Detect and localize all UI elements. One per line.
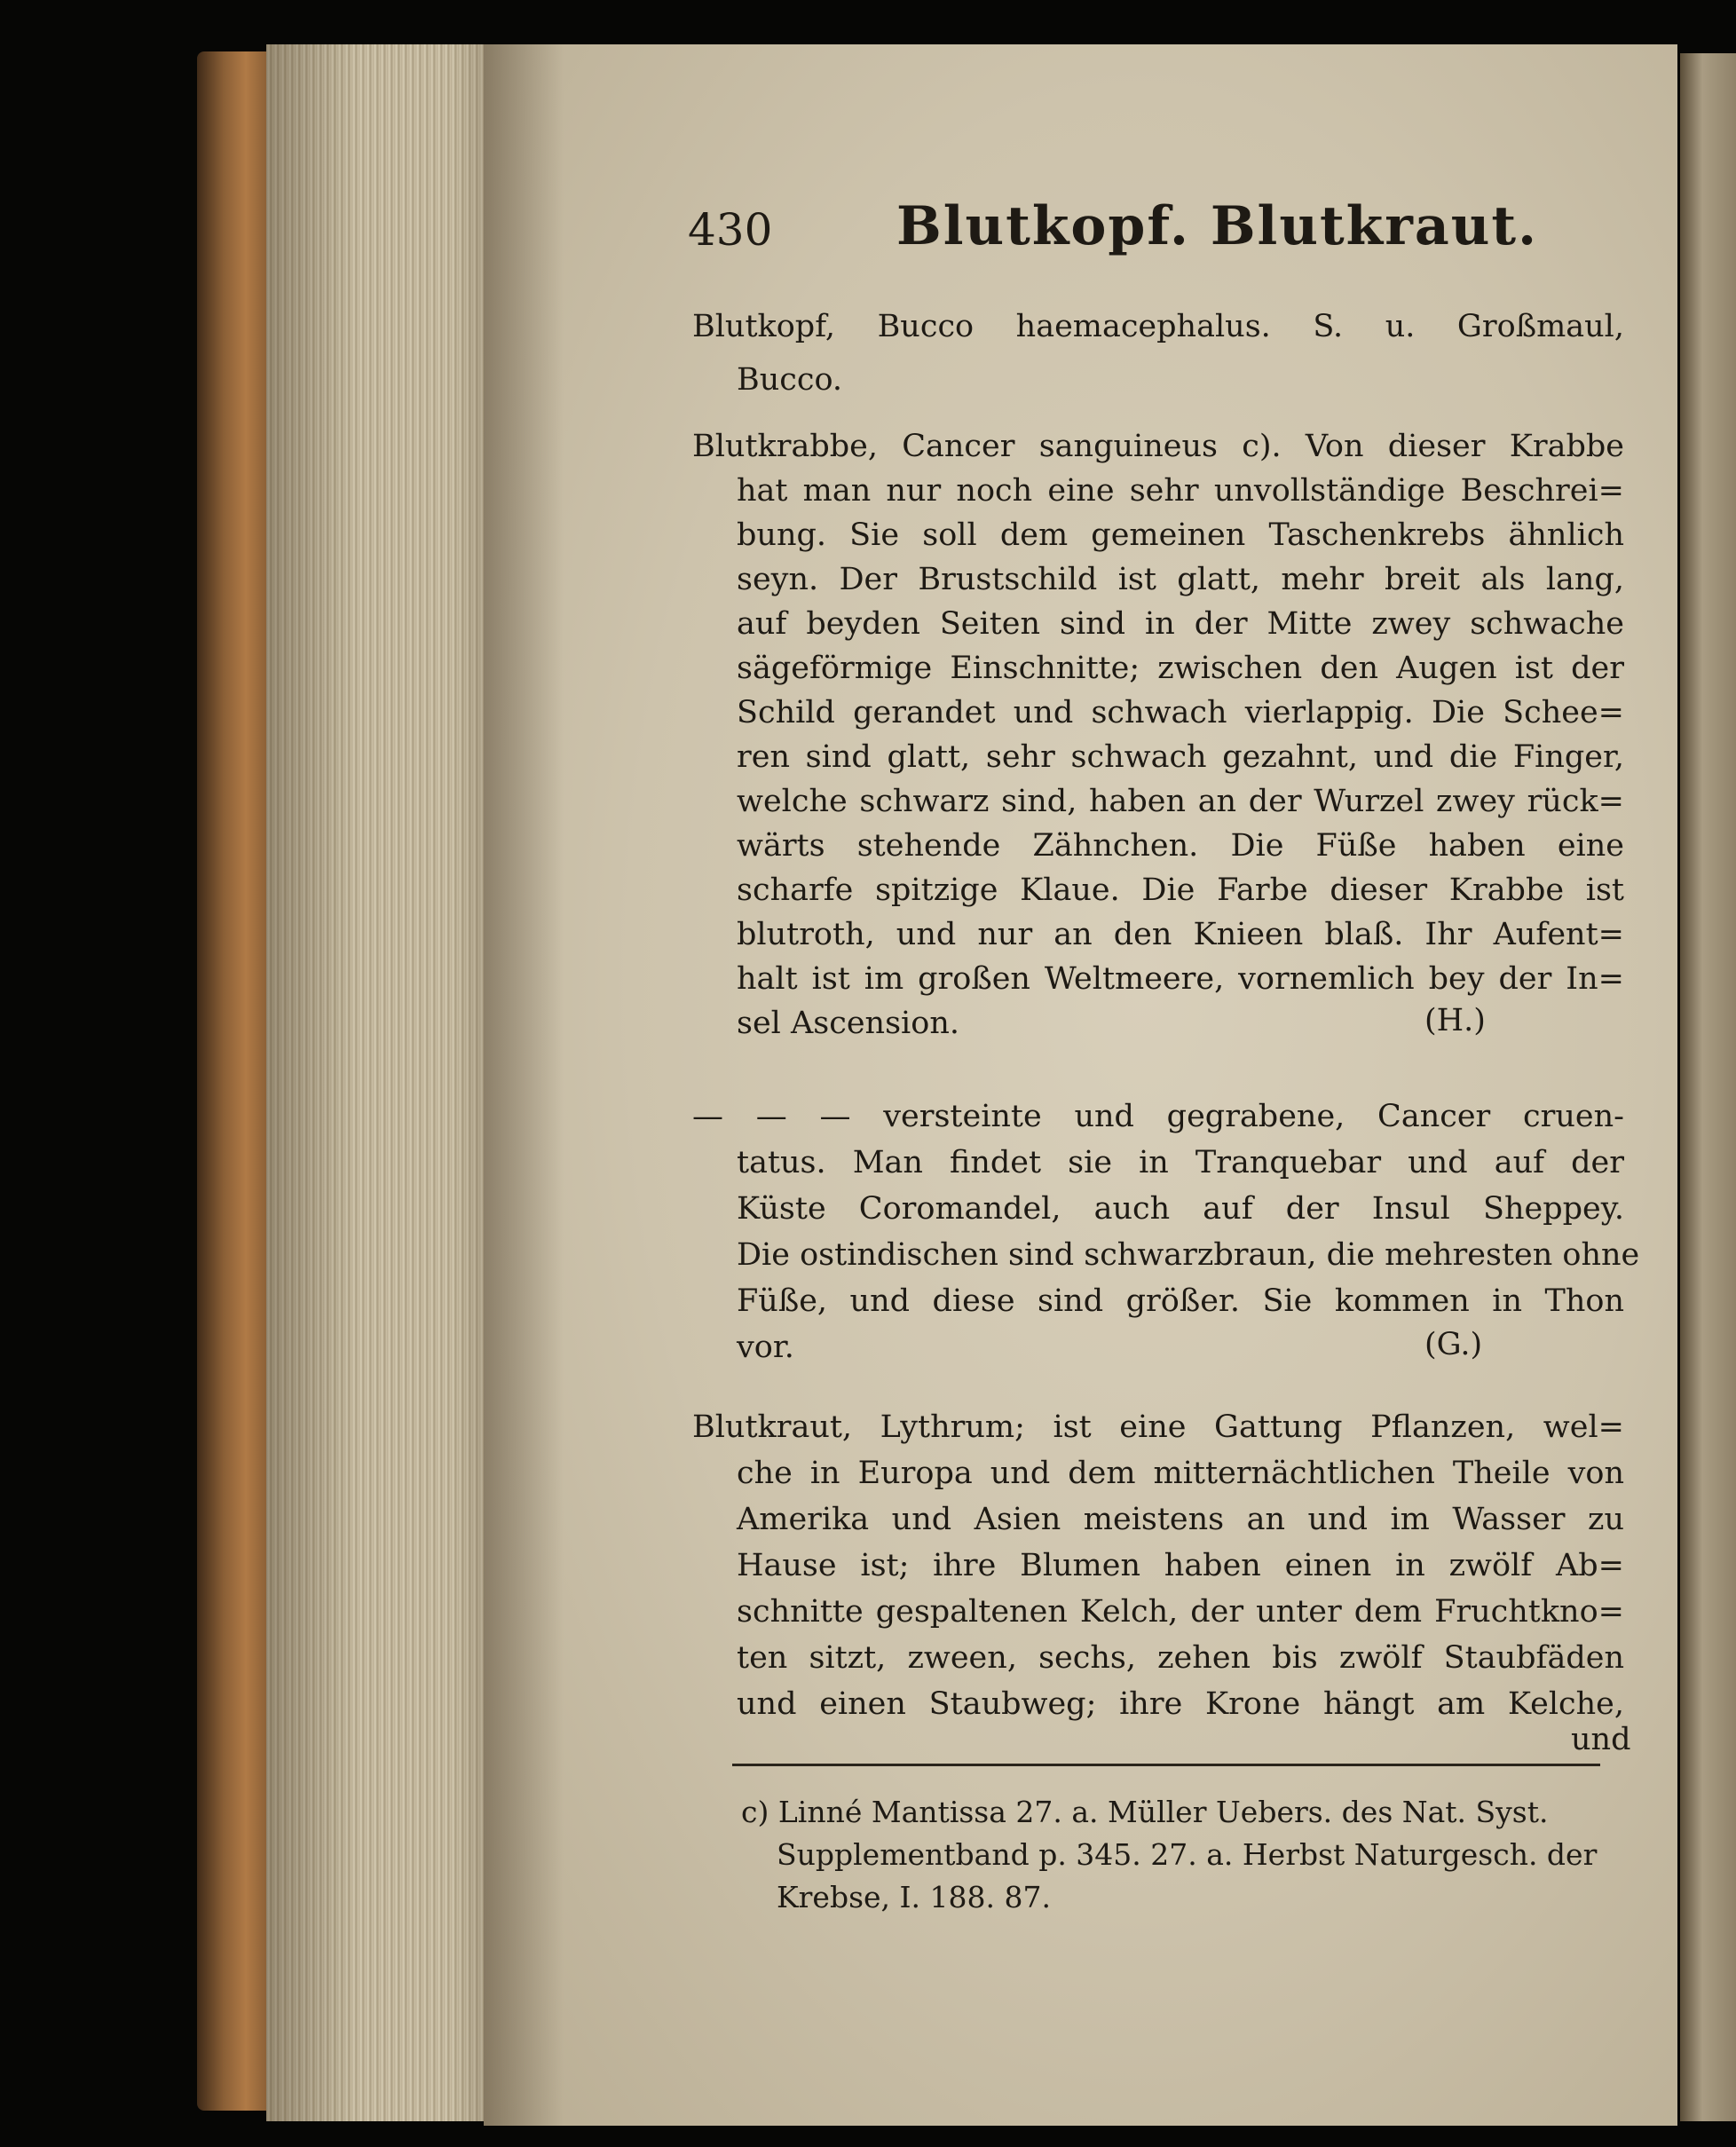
entry-2-line-13: halt ist im großen Weltmeere, vornemlich bey der In=	[737, 961, 1624, 997]
footnote-line-1: c) Linné Mantissa 27. a. Müller Uebers. des Nat. Syst.	[741, 1795, 1549, 1829]
entry-3-line-4: Die ostindischen sind schwarzbraun, die mehresten ohne	[737, 1237, 1640, 1273]
entry-2-line-9: welche schwarz sind, haben an der Wurzel zwey rück=	[737, 784, 1624, 819]
next-page-sliver	[1680, 53, 1736, 2121]
entry-4-line-2: che in Europa und dem mitternächtlichen Theile von	[737, 1456, 1624, 1491]
entry-2-line-8: ren sind glatt, sehr schwach gezahnt, und die Finger,	[737, 739, 1624, 775]
entry-2-line-3: bung. Sie soll dem gemeinen Taschenkrebs ähnlich	[737, 517, 1624, 553]
entry-3-line-5: Füße, und diese sind größer. Sie kommen in Thon	[737, 1283, 1624, 1319]
entry-3-line-2: tatus. Man findet sie in Tranquebar und auf der	[737, 1145, 1624, 1180]
entry-4-line-6: ten sitzt, zween, sechs, zehen bis zwölf Staubfäden	[737, 1640, 1624, 1676]
entry-3-signature: (G.)	[1424, 1327, 1483, 1362]
page-edges-shade	[266, 44, 497, 2121]
entry-4-line-3: Amerika und Asien meistens an und im Wasser zu	[737, 1502, 1624, 1537]
catchword: und	[1571, 1722, 1631, 1757]
entry-4-line-4: Hause ist; ihre Blumen haben einen in zwölf Ab=	[737, 1548, 1624, 1583]
page-number: 430	[688, 204, 773, 256]
entry-2-line-5: auf beyden Seiten sind in der Mitte zwey schwache	[737, 606, 1624, 642]
entry-2-line-6: sägeförmige Einschnitte; zwischen den Augen ist der	[737, 651, 1624, 686]
entry-2-line-4: seyn. Der Brustschild ist glatt, mehr breit als lang,	[737, 562, 1624, 597]
entry-2-line-1: Blutkrabbe, Cancer sanguineus c). Von dieser Krabbe	[692, 429, 1624, 464]
footnote-rule	[732, 1764, 1600, 1766]
entry-2-line-11: scharfe spitzige Klaue. Die Farbe dieser Krabbe ist	[737, 872, 1624, 908]
entry-2-line-10: wärts stehende Zähnchen. Die Füße haben eine	[737, 828, 1624, 864]
entry-2-line-14: sel Ascension.	[737, 1006, 959, 1041]
entry-4-line-7: und einen Staubweg; ihre Krone hängt am Kelche,	[737, 1686, 1624, 1722]
footnote-line-2: Supplementband p. 345. 27. a. Herbst Naturgesch. der	[777, 1837, 1598, 1872]
entry-2-line-7: Schild gerandet und schwach vierlappig. Die Schee=	[737, 695, 1624, 730]
entry-1-line-2: Bucco.	[737, 362, 843, 398]
page-gutter	[484, 44, 564, 2126]
entry-3-line-3: Küste Coromandel, auch auf der Insul Sheppey.	[737, 1191, 1624, 1227]
running-head: Blutkopf. Blutkraut.	[896, 195, 1538, 257]
entry-2-signature: (H.)	[1424, 1003, 1486, 1038]
entry-3-line-1: — — — versteinte und gegrabene, Cancer cruen-	[692, 1099, 1624, 1134]
entry-2-line-12: blutroth, und nur an den Knieen blaß. Ihr Aufent=	[737, 917, 1624, 952]
entry-2-line-2: hat man nur noch eine sehr unvollständige Beschrei=	[737, 473, 1624, 509]
footnote-line-3: Krebse, I. 188. 87.	[777, 1880, 1051, 1914]
entry-4-line-1: Blutkraut, Lythrum; ist eine Gattung Pflanzen, wel=	[692, 1409, 1624, 1445]
entry-3-line-6: vor.	[737, 1330, 794, 1365]
entry-4-line-5: schnitte gespaltenen Kelch, der unter dem Fruchtkno=	[737, 1594, 1624, 1630]
entry-1-line-1: Blutkopf, Bucco haemacephalus. S. u. Großmaul,	[692, 309, 1624, 344]
